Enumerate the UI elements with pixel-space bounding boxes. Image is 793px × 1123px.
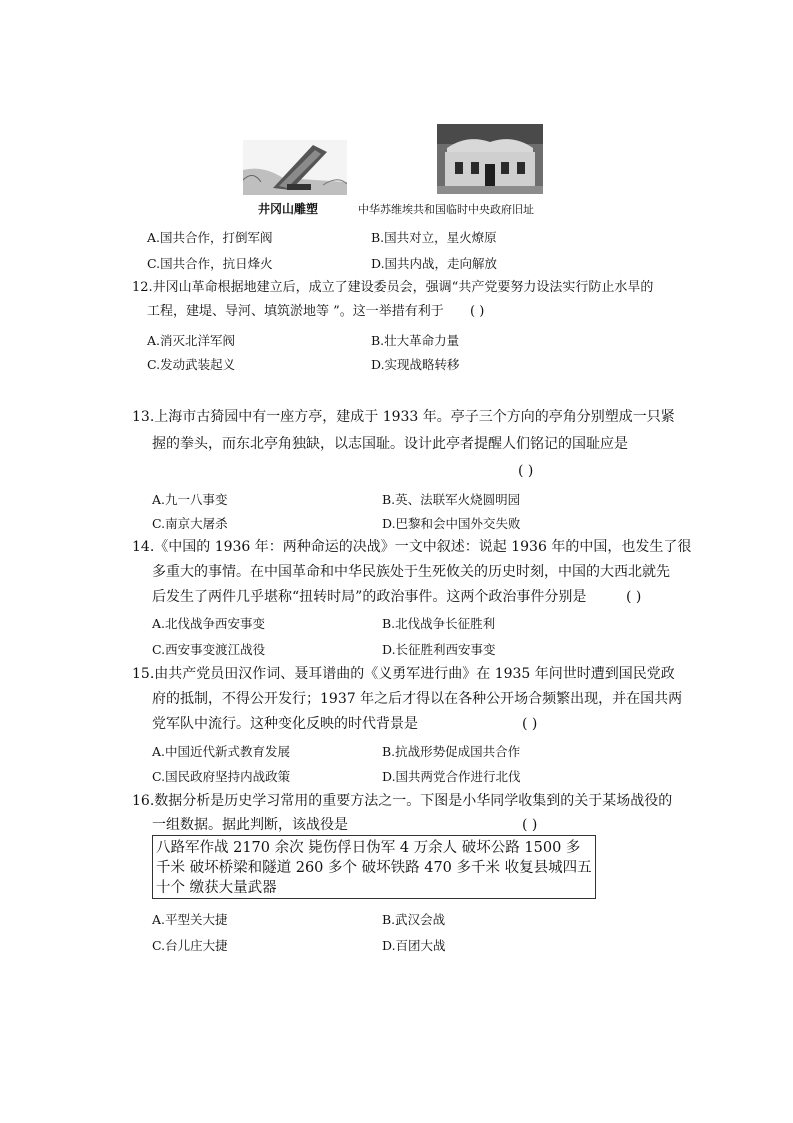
left-figure-caption: 井冈山雕塑 bbox=[258, 202, 319, 216]
q16-option-b: B.武汉会战 bbox=[382, 912, 446, 927]
q14-stem-line1: 14.《中国的 1936 年：两种命运的决战》一文中叙述：说起 1936 年的中国，也发生了很 bbox=[132, 539, 692, 555]
q15-stem-line3: 党军队中流行。这种变化反映的时代背景是 bbox=[152, 716, 418, 732]
q14-option-c: C.西安事变渡江战役 bbox=[152, 642, 266, 657]
q11-option-d: D.国共内战，走向解放 bbox=[371, 256, 498, 271]
q16-stem-line1: 16.数据分析是历史学习常用的重要方法之一。下图是小华同学收集到的关于某场战役的 bbox=[132, 793, 673, 809]
q16-option-d: D.百团大战 bbox=[382, 938, 446, 953]
q12-option-a: A.消灭北洋军阀 bbox=[147, 333, 236, 348]
q16-stem-line2: 一组数据。据此判断，该战役是 bbox=[152, 817, 348, 833]
q11-option-b: B.国共对立，星火燎原 bbox=[371, 230, 497, 245]
q16-option-a: A.平型关大捷 bbox=[152, 912, 228, 927]
q13-option-c: C.南京大屠杀 bbox=[152, 516, 228, 531]
q14-stem-line3: 后发生了两件几乎堪称“扭转时局”的政治事件。这两个政治事件分别是 bbox=[152, 589, 587, 605]
q14-stem-line2: 多重大的事情。在中国革命和中华民族处于生死攸关的历史时刻，中国的大西北就先 bbox=[152, 564, 670, 580]
q12-answer-blank: ( ) bbox=[470, 304, 485, 319]
q15-stem-line2: 府的抵制，不得公开发行；1937 年之后才得以在各种公开场合频繁出现，并在国共两 bbox=[152, 691, 683, 707]
q16-answer-blank: ( ) bbox=[522, 817, 538, 833]
q14-answer-blank: ( ) bbox=[626, 589, 642, 605]
q12-stem-line1: 12.井冈山革命根据地建立后，成立了建设委员会，强调“共产党要努力设法实行防止水旱的 bbox=[132, 280, 654, 295]
q14-option-b: B.北伐战争长征胜利 bbox=[382, 616, 496, 631]
q15-option-d: D.国共两党合作进行北伐 bbox=[382, 769, 521, 784]
q13-stem-line1: 13.上海市古猗园中有一座方亭，建成于 1933 年。亭子三个方向的亭角分别塑成一只紧 bbox=[132, 409, 675, 425]
q11-option-c: C.国共合作，抗日烽火 bbox=[147, 256, 273, 271]
q13-answer-blank: ( ) bbox=[518, 463, 534, 479]
central-government-site-image bbox=[437, 124, 543, 194]
q15-answer-blank: ( ) bbox=[522, 716, 538, 732]
q13-option-b: B.英、法联军火烧圆明园 bbox=[382, 492, 521, 507]
q12-option-b: B.壮大革命力量 bbox=[371, 333, 460, 348]
right-figure-caption: 中华苏维埃共和国临时中央政府旧址 bbox=[358, 203, 534, 216]
q11-option-a: A.国共合作，打倒军阀 bbox=[147, 230, 273, 245]
q12-stem-line2: 工程，建堤、导河、填筑淤地等 ”。这一举措有利于 bbox=[147, 304, 444, 319]
q15-stem-line1: 15.由共产党员田汉作词、聂耳谱曲的《义勇军进行曲》在 1935 年问世时遭到国民党政 bbox=[132, 666, 675, 682]
jinggangshan-sculpture-image bbox=[243, 140, 347, 195]
q12-option-d: D.实现战略转移 bbox=[371, 357, 460, 372]
q16-data-box: 八路军作战 2170 余次 毙伤俘日伪军 4 万余人 破坏公路 1500 多千米 破坏桥梁和隧道 260 多个 破坏铁路 470 多千米 收复县城四五十个 缴获大量武器 bbox=[152, 835, 596, 899]
q13-option-d: D.巴黎和会中国外交失败 bbox=[382, 516, 521, 531]
q14-option-d: D.长征胜利西安事变 bbox=[382, 642, 496, 657]
q16-option-c: C.台儿庄大捷 bbox=[152, 938, 228, 953]
q13-option-a: A.九一八事变 bbox=[152, 492, 228, 507]
q12-option-c: C.发动武装起义 bbox=[147, 357, 236, 372]
q15-option-c: C.国民政府坚持内战政策 bbox=[152, 769, 291, 784]
q15-option-a: A.中国近代新式教育发展 bbox=[152, 744, 291, 759]
q14-option-a: A.北伐战争西安事变 bbox=[152, 616, 266, 631]
q13-stem-line2: 握的拳头，而东北亭角独缺，以志国耻。设计此亭者提醒人们铭记的国耻应是 bbox=[152, 436, 628, 452]
q15-option-b: B.抗战形势促成国共合作 bbox=[382, 744, 521, 759]
